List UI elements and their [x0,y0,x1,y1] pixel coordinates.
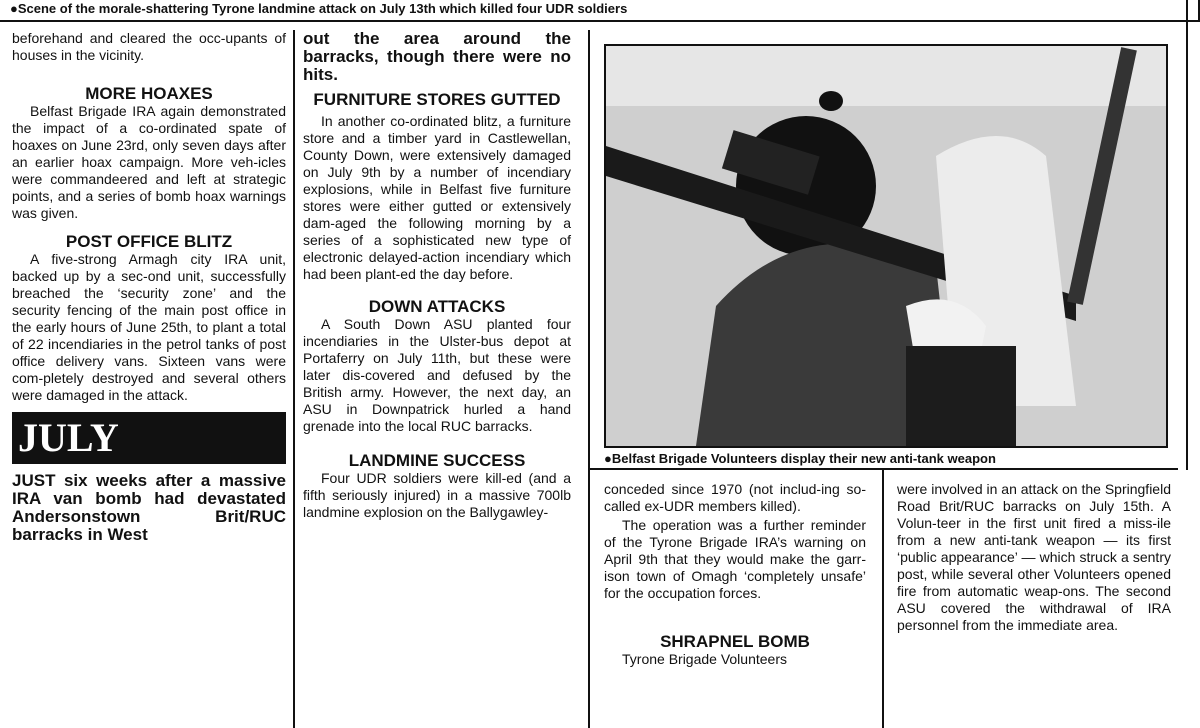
photo-caption: ●Belfast Brigade Volunteers display their new anti-tank weapon [604,451,996,466]
page-edge-rule [1186,0,1188,470]
article-column-3 [604,481,866,668]
volunteers-photo-image [606,46,1166,446]
subheading-down-attacks: DOWN ATTACKS [368,297,506,316]
article-column-4 [897,481,1171,634]
paragraph: A five-strong Armagh city IRA unit, backed up by a sec-ond unit, successfully breached the ‘security zone’ and the security fencing of the main post office in the early hours of June 25th, to plant a total of 22 incendiaries in the petrol tanks of post office delivery vans. Sixteen vans were com-pletely destroyed and several others were damaged in the attack. [12,251,286,403]
subheading-furniture-stores: FURNITURE STORES GUTTED [313,90,561,109]
paragraph: Tyrone Brigade Volunteers [622,651,787,667]
paragraph: The operation was a further reminder of the Tyrone Brigade IRA’s warning on April 9th that they would make the garr-ison town of Omagh ‘completely unsafe’ for the occupation forces. [604,517,866,601]
subheading-shrapnel-bomb: SHRAPNEL BOMB [660,632,810,651]
article-column-1 [12,30,286,544]
paragraph: In another co-ordinated blitz, a furniture store and a timber yard in Castlewellan, County Down, were extensively damaged on July 9th by a number of incendiary explosions, while in Belfast five furniture stores were either gutted or extensively dam-aged the following morning by a series of a sophisticated new type of electronic delayed-action incendiary which had been plant-ed the day before. [303,113,571,282]
photo-caption-top: ●Scene of the morale-shattering Tyrone landmine attack on July 13th which killed four UDR soldiers [0,0,1200,22]
column-rule [882,470,884,728]
lead-paragraph: JUST six weeks after a massive IRA van bomb had devastated Andersonstown Brit/RUC barracks in West [12,471,286,544]
paragraph: conceded since 1970 (not includ-ing so-called ex-UDR members killed). [604,481,866,514]
paragraph: were involved in an attack on the Springfield Road Brit/RUC barracks on July 15th. A Volun-teer in the first unit fired a miss-ile from a new anti-tank weapon — its first ‘public appearance’ — which struck a sentry post, while several other Volunteers opened fire from automatic weap-ons. The second ASU covered the withdrawal of IRA personnel from the immediate area. [897,481,1171,633]
column-rule [293,30,295,728]
column-rule [588,30,590,728]
month-banner: JULY [12,412,286,464]
lead-paragraph: out the area around the barracks, though there were no hits. [303,29,571,84]
subheading-landmine-success: LANDMINE SUCCESS [348,451,526,470]
article-column-2 [303,30,571,521]
news-photo [604,44,1168,448]
subheading-more-hoaxes: MORE HOAXES [85,84,213,103]
paragraph: A South Down ASU planted four incendiaries in the Ulster-bus depot at Portaferry on July 11th, but these were later dis-covered and defused by the British army. However, the next day, an ASU in Downpatrick hurled a hand grenade into the local RUC barracks. [303,316,571,434]
caption-rule [588,468,1178,470]
paragraph: Four UDR soldiers were kill-ed (and a fifth seriously injured) in a massive 700lb landmine explosion on the Ballygawley- [303,470,571,520]
paragraph: Belfast Brigade IRA again demonstrated the impact of a co-ordinated spate of hoaxes on June 23rd, only seven days after an earlier hoax campaign. More veh-icles were commandeered and left at strategic points, and a series of bomb hoax warnings was given. [12,103,286,221]
subheading-post-office-blitz: POST OFFICE BLITZ [65,232,233,251]
paragraph: beforehand and cleared the occ-upants of houses in the vicinity. [12,30,286,63]
